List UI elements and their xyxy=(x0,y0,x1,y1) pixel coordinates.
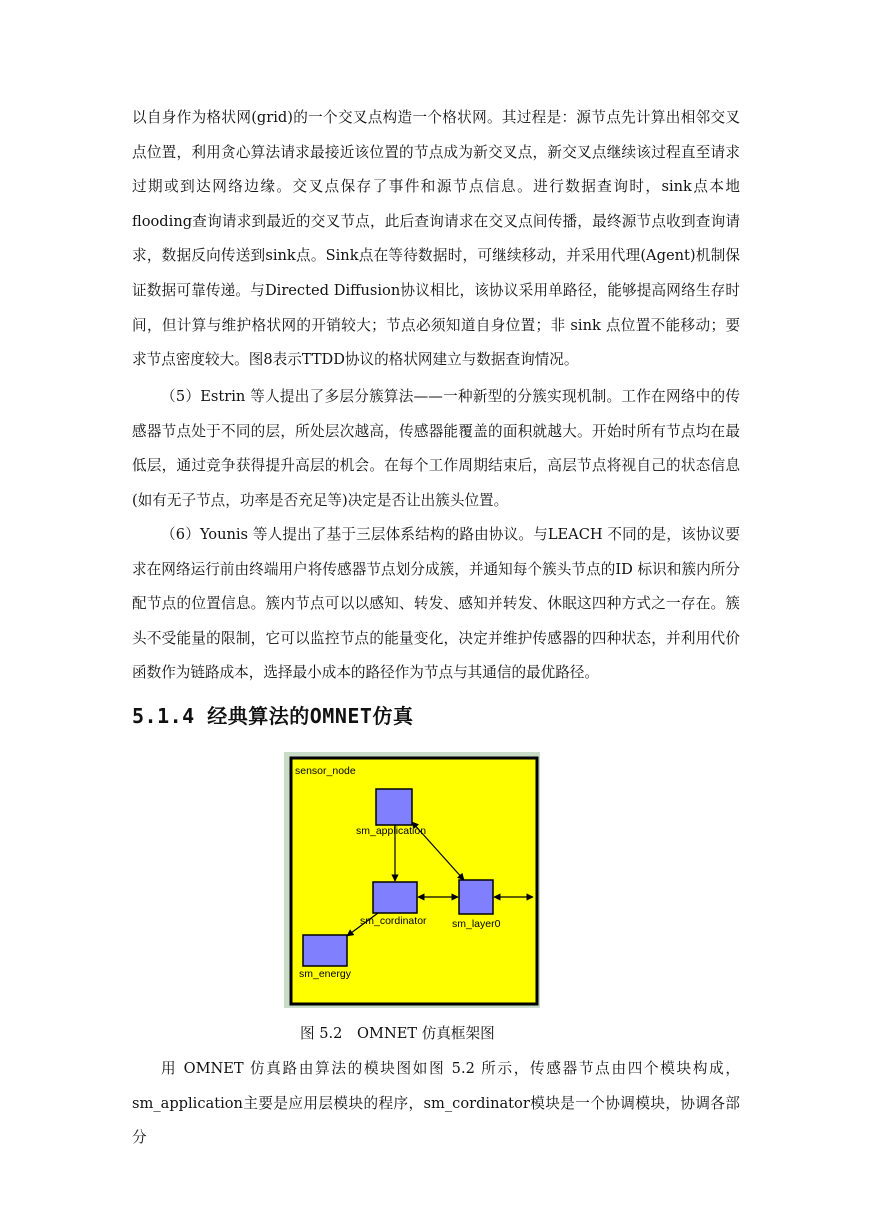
module-layer0[interactable] xyxy=(459,880,493,914)
module-energy-label: sm_energy xyxy=(299,968,351,980)
paragraph-estrin: （5）Estrin 等人提出了多层分簇算法——一种新型的分簇实现机制。工作在网络中的传感器节点处于不同的层，所处层次越高，传感器能覆盖的面积就越大。开始时所有节点均在最低层，通过竞争获得提升高层的机会。在每个工作周期结束后，高层节点将视自己的状态信息(如有无子节点，功率是否充足等)决定是否让出簇头位置。 xyxy=(132,388,740,509)
section-heading: 5.1.4 经典算法的OMNET仿真 xyxy=(132,704,414,728)
module-cordinator-label: sm_cordinator xyxy=(360,915,427,927)
omnet-figure xyxy=(284,752,540,1008)
module-application-label: sm_application xyxy=(356,825,427,837)
paragraph-ttdd: 以自身作为格状网(grid)的一个交叉点构造一个格状网。其过程是：源节点先计算出相邻交叉点位置，利用贪心算法请求最接近该位置的节点成为新交叉点，新交叉点继续该过程直至请求过期或到达网络边缘。交叉点保存了事件和源节点信息。进行数据查询时，sink点本地flooding查询请求到最近的交叉节点，此后查询请求在交叉点间传播，最终源节点收到查询请求，数据反向传送到sink点。Sink点在等待数据时，可继续移动，并采用代理(Agent)机制保证数据可靠传递。与Directed Diffusion协议相比，该协议采用单路径，能够提高网络生存时间，但计算与维护格状网的开销较大；节点必须知道自身位置；非 sink 点位置不能移动；要求节点密度较大。图8表示TTDD协议的格状网建立与数据查询情况。 xyxy=(132,109,740,369)
module-layer0-label: sm_layer0 xyxy=(452,918,501,930)
module-energy[interactable] xyxy=(303,935,347,966)
module-cordinator[interactable] xyxy=(373,882,417,913)
module-application[interactable] xyxy=(376,789,412,825)
paragraph-omnet: 用 OMNET 仿真路由算法的模块图如图 5.2 所示，传感器节点由四个模块构成，sm_application主要是应用层模块的程序，sm_cordinator模块是一个协调模块，协调各部分 xyxy=(132,1060,740,1147)
figure-caption: 图 5.2 OMNET 仿真框架图 xyxy=(300,1025,495,1042)
paragraph-younis: （6）Younis 等人提出了基于三层体系结构的路由协议。与LEACH 不同的是，该协议要求在网络运行前由终端用户将传感器节点划分成簇，并通知每个簇头节点的ID 标识和簇内所分配节点的位置信息。簇内节点可以以感知、转发、感知并转发、休眠这四种方式之一存在。簇头不受能量的限制，它可以监控节点的能量变化，决定并维护传感器的四种状态，并利用代价函数作为链路成本，选择最小成本的路径作为节点与其通信的最优路径。 xyxy=(132,526,740,682)
container-label: sensor_node xyxy=(295,765,356,777)
